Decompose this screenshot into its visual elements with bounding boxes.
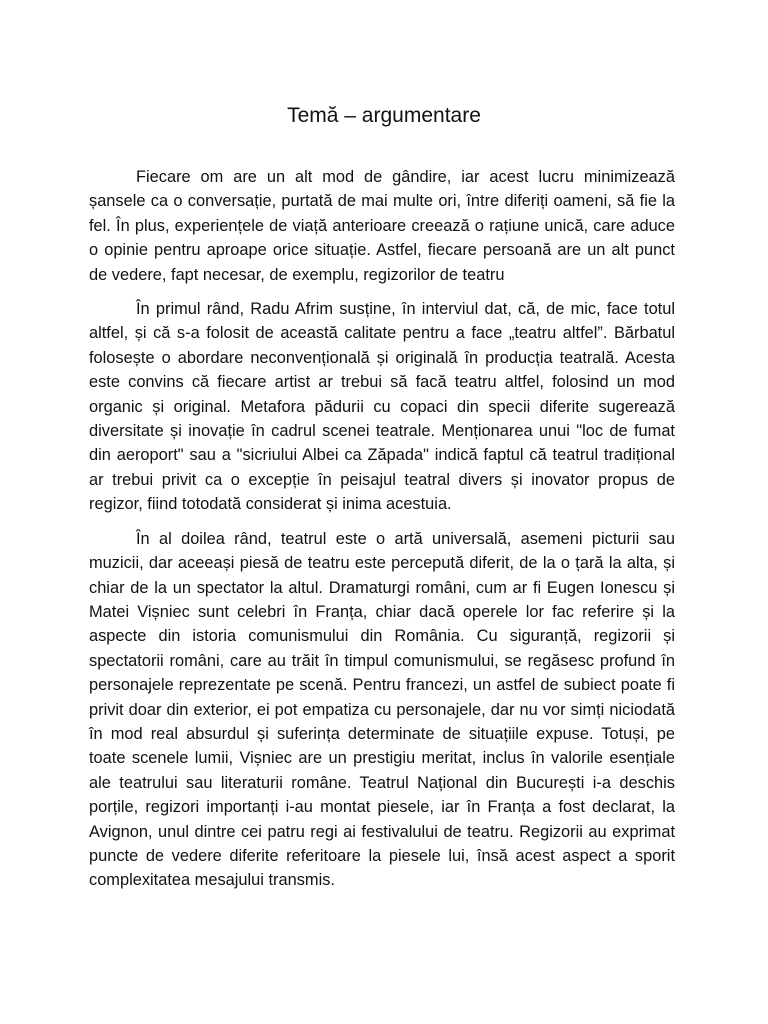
document-body <box>89 165 675 903</box>
paragraph-intro: Fiecare om are un alt mod de gândire, iar acest lucru minimizează șansele ca o conversație, purtată de mai multe ori, între diferiți oameni, să fie la fel. În plus, experiențele de viață anterioare creează o rațiune unică, care aduce o opinie pentru aproape orice situație. Astfel, fiecare persoană are un alt punct de vedere, fapt necesar, de exemplu, regizorilor de teatru <box>89 168 675 284</box>
document-title: Temă – argumentare <box>287 104 481 128</box>
paragraph-argument-2: În al doilea rând, teatrul este o artă universală, asemeni picturii sau muzicii, dar aceeași piesă de teatru este percepută diferit, de la o țară la alta, și chiar de la un spectator la altul. Dramaturgi români, cum ar fi Eugen Ionescu și Matei Vișniec sunt celebri în Franța, chiar dacă operele lor fac referire și la aspecte din istoria comunismului din România. Cu siguranță, regizorii și spectatorii români, care au trăit în timpul comunismului, se regăsesc profund în personajele reprezentate pe scenă. Pentru francezi, un astfel de subiect poate fi privit doar din exterior, ei pot empatiza cu personajele, dar nu vor simți niciodată în mod real absurdul și suferința determinate de situațiile expuse. Totuși, pe toate scenele lumii, Vișniec are un prestigiu meritat, inclus în valorile esențiale ale teatrului sau literaturii române. Teatrul Național din București i-a deschis porțile, regizori importanți i-au montat piesele, iar în Franța a fost declarat, la Avignon, unul dintre cei patru regi ai festivalului de teatru. Regizorii au exprimat puncte de vedere diferite referitoare la piesele lui, însă acest aspect a sporit complexitatea mesajului transmis. <box>89 529 675 890</box>
paragraph-argument-1: În primul rând, Radu Afrim susține, în interviul dat, că, de mic, face totul altfel, și că s-a folosit de această calitate pentru a face „teatru altfel”. Bărbatul folosește o abordare neconvențională și originală în producția teatrală. Acesta este convins că fiecare artist ar trebui să facă teatru altfel, folosind un mod organic și original. Metafora pădurii cu copaci din specii diferite sugerează diversitate și inovație în cadrul scenei teatrale. Menționarea unui "loc de fumat din aeroport" sau a "sicriului Albei ca Zăpada" indică faptul că teatrul tradițional ar trebui privit ca o excepție în peisajul teatral divers și inovator propus de regizor, fiind totodată considerat și inima acestuia. <box>89 300 675 514</box>
